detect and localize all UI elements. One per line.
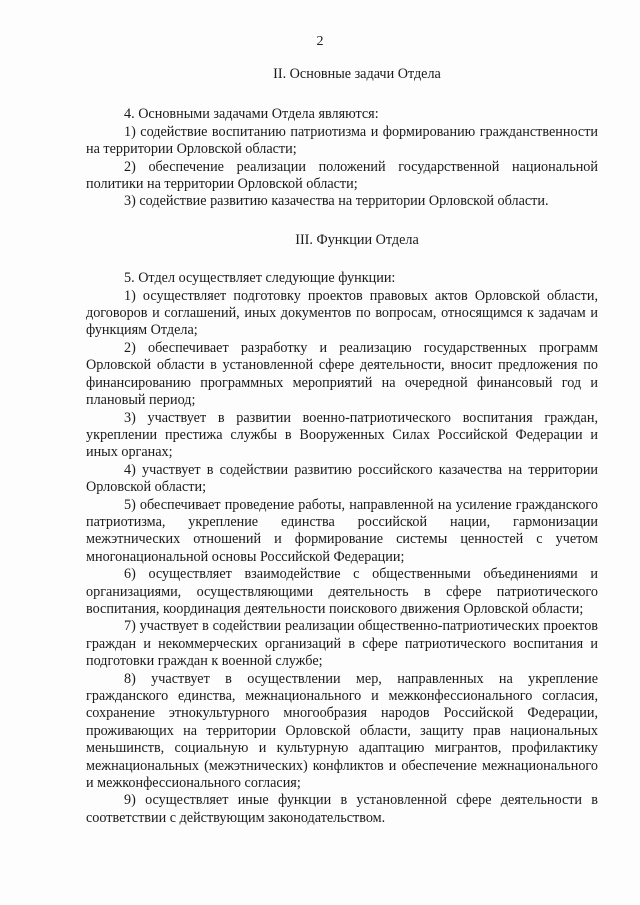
list-item: 8) участвует в осуществлении мер, направленных на укрепление гражданского единства, межнационального и межконфессионального согласия, сохранение этнокультурного многообразия народов Российской Федерации, проживающих на территории Орловской области, защиту прав национальных меньшинств, социальную и культурную адаптацию мигрантов, профилактику межнациональных (межэтнических) конфликтов и обеспечение межнационального и межконфессионального согласия; <box>86 670 598 792</box>
list-item: 3) содействие развитию казачества на территории Орловской области. <box>124 193 549 210</box>
list-item: 5) обеспечивает проведение работы, направленной на усиление гражданского патриотизма, укрепление единства российской нации, гармонизации межэтнических отношений и формирование системы ценностей с учетом многонациональной основы Российской Федерации; <box>86 496 598 565</box>
list-item: 9) осуществляет иные функции в установленной сфере деятельности в соответствии с действующим законодательством. <box>86 792 598 826</box>
list-item: 7) участвует в содействии реализации общественно-патриотических проектов граждан и некоммерческих организаций в сфере патриотического воспитания и подготовки граждан к военной службе; <box>86 618 598 670</box>
document-body <box>86 60 598 827</box>
list-item: 6) осуществляет взаимодействие с общественными объединениями и организациями, осуществляющими деятельность в сфере патриотического воспитания, координация деятельности поискового движения Орловской области; <box>86 566 598 617</box>
section-heading-functions: III. Функции Отдела <box>295 231 419 248</box>
section-heading-tasks: II. Основные задачи Отдела <box>273 66 441 82</box>
list-item: 4) участвует в содействии развитию российского казачества на территории Орловской области; <box>86 461 598 496</box>
paragraph-functions-intro: 5. Отдел осуществляет следующие функции: <box>124 270 396 287</box>
page-number: 2 <box>316 34 324 49</box>
list-item: 1) содействие воспитанию патриотизма и формированию гражданственности на территории Орловской области; <box>86 123 598 158</box>
list-item: 2) обеспечение реализации положений государственной национальной политики на территории Орловской области; <box>86 158 598 193</box>
paragraph-tasks-intro: 4. Основными задачами Отдела являются: <box>124 106 379 123</box>
list-item: 2) обеспечивает разработку и реализацию государственных программ Орловской области в установленной сфере деятельности, вносит предложения по финансированию программных мероприятий на очередной финансовый год и плановый период; <box>86 339 598 409</box>
list-item: 3) участвует в развитии военно-патриотического воспитания граждан, укреплении престижа службы в Вооруженных Силах Российской Федерации и иных органах; <box>86 409 598 461</box>
list-item: 1) осуществляет подготовку проектов правовых актов Орловской области, договоров и соглашений, иных документов по вопросам, относящимся к задачам и функциям Отдела; <box>86 287 598 339</box>
